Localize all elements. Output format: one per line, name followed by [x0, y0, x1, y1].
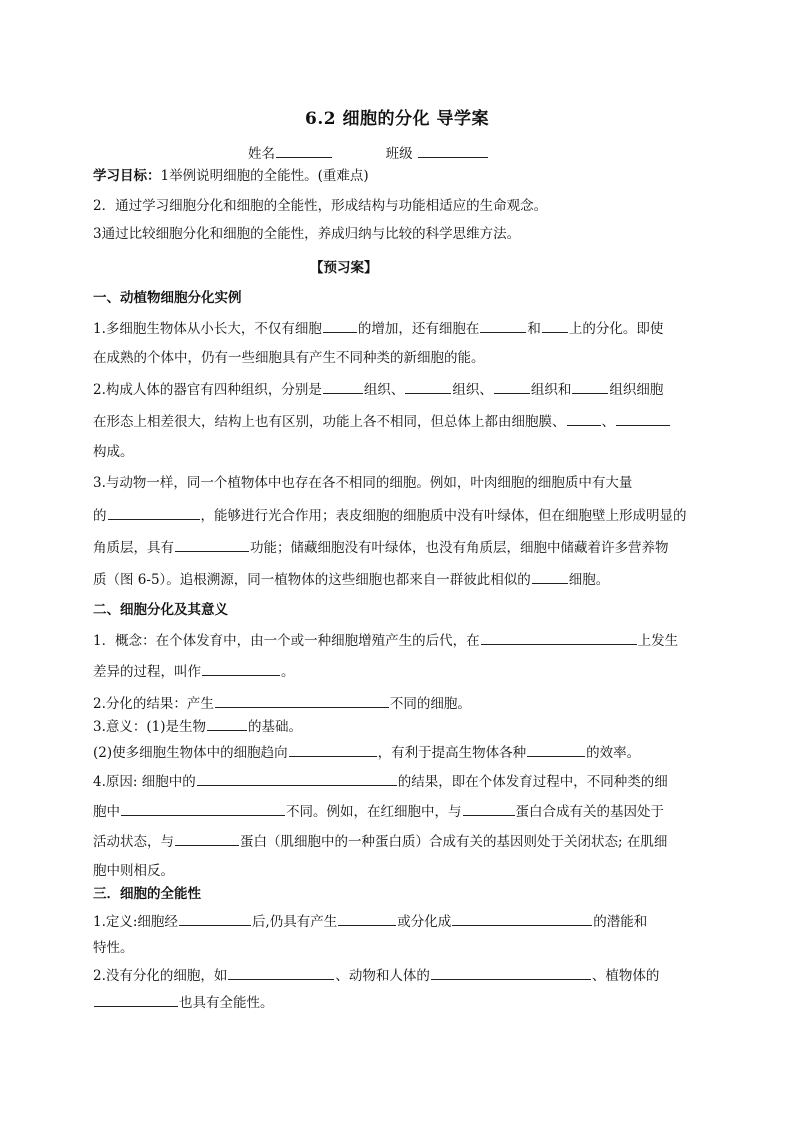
text: 蛋白合成有关的基因处于	[515, 804, 664, 820]
text: 也具有全能性。	[179, 995, 274, 1011]
text: 上的分化。即使	[568, 321, 664, 337]
text: 上发生	[637, 633, 679, 649]
text: 不同的细胞。	[389, 696, 471, 712]
objective-2: 2．通过学习细胞分化和细胞的全能性，形成结构与功能相适应的生命观念。	[93, 198, 548, 214]
text: 和	[527, 321, 541, 337]
section-3-heading: 三．细胞的全能性	[93, 886, 201, 902]
s1-p3-line2	[93, 505, 703, 526]
section-1-heading: 一、动植物细胞分化实例	[93, 290, 242, 306]
text: 功能；储藏细胞没有叶绿体，也没有角质层，细胞中储藏着许多营养物	[250, 540, 669, 556]
s3-p1-line1	[93, 911, 703, 932]
student-info-row	[248, 143, 548, 164]
blank[interactable]	[481, 630, 637, 645]
text: 的	[93, 508, 107, 524]
preview-heading: 【预习案】	[310, 260, 378, 276]
s2-p5-line4: 胞中则相反。	[93, 863, 174, 879]
text: 活动状态，与	[93, 834, 174, 850]
s2-p5-line2	[93, 801, 703, 822]
text: 1.定义:细胞经	[93, 914, 178, 930]
blank[interactable]	[94, 992, 178, 1007]
s1-p3-line4	[93, 569, 703, 590]
text: 的潜能和	[593, 914, 648, 930]
text: 角质层，具有	[93, 540, 174, 556]
text: 蛋白（肌细胞中的一种蛋白质）合成有关的基因则处于关闭状态; 在肌细	[240, 834, 668, 850]
s1-p2-line2	[93, 411, 703, 432]
blank[interactable]	[197, 771, 397, 786]
blank[interactable]	[463, 801, 515, 816]
blank[interactable]	[121, 801, 285, 816]
blank[interactable]	[228, 965, 334, 980]
s3-p2-line1	[93, 965, 703, 986]
s3-p1-line2: 特性。	[93, 940, 134, 956]
text: 差异的过程，叫作	[93, 664, 201, 680]
text: (2)使多细胞生物体中的细胞趋向	[93, 745, 288, 761]
section-2-heading: 二、细胞分化及其意义	[93, 602, 228, 618]
blank[interactable]	[215, 693, 389, 708]
name-blank[interactable]	[276, 143, 332, 158]
text: 或分化成	[397, 914, 452, 930]
s3-p2-line2	[93, 992, 703, 1013]
blank[interactable]	[494, 379, 530, 394]
blank[interactable]	[572, 379, 608, 394]
blank[interactable]	[175, 537, 249, 552]
blank[interactable]	[175, 831, 239, 846]
text: 的基础。	[248, 719, 303, 735]
text: ，能够进行光合作用；表皮细胞的细胞质中没有叶绿体，但在细胞壁上形成明显的	[200, 508, 687, 524]
text: 、	[601, 414, 615, 430]
blank[interactable]	[431, 965, 591, 980]
blank[interactable]	[289, 742, 377, 757]
text: 不同。例如，在红细胞中，与	[286, 804, 462, 820]
text: 2.没有分化的细胞，如	[93, 968, 228, 984]
s1-p2-line3: 构成。	[93, 444, 134, 460]
text: 3.意义：(1)是生物	[93, 719, 207, 735]
text: 后,仍具有产生	[251, 914, 338, 930]
blank[interactable]	[207, 716, 247, 731]
objective-line-1	[93, 166, 703, 186]
s2-p1-line1	[93, 630, 703, 651]
objectives-label: 学习目标：	[93, 168, 161, 184]
text: 组织、	[452, 382, 493, 398]
blank[interactable]	[567, 411, 601, 426]
text: ，有利于提高生物体各种	[377, 745, 527, 761]
text: 组织、	[363, 382, 405, 398]
class-label: 班级	[385, 146, 413, 162]
blank[interactable]	[405, 379, 451, 394]
text: 胞中	[93, 804, 120, 820]
objective-1: 1举例说明细胞的全能性。(重难点)	[160, 168, 369, 184]
text: 。	[281, 664, 295, 680]
s2-p5-line1	[93, 771, 703, 792]
text: 在形态上相差很大，结构上也有区别，功能上各不相同，但总体上都由细胞膜、	[93, 414, 566, 430]
text: 质（图 6-5）。追根溯源，同一植物体的这些细胞也都来自一群彼此相似的	[93, 572, 531, 588]
text: 组织和	[530, 382, 572, 398]
text: 的效率。	[586, 745, 641, 761]
blank[interactable]	[338, 911, 396, 926]
text: 的结果，即在个体发育过程中，不同种类的细	[397, 774, 668, 790]
text: 1.多细胞生物体从小长大，不仅有细胞	[93, 321, 322, 337]
blank[interactable]	[542, 318, 568, 333]
s1-p2-line1	[93, 379, 703, 400]
s1-p1-line2: 在成熟的个体中，仍有一些细胞具有产生不同种类的新细胞的能。	[93, 350, 485, 366]
blank[interactable]	[480, 318, 526, 333]
s2-p3	[93, 716, 703, 737]
text: 细胞。	[568, 572, 610, 588]
text: 2.构成人体的器官有四种组织，分别是	[93, 382, 322, 398]
objective-3: 3通过比较细胞分化和细胞的全能性，养成归纳与比较的科学思维方法。	[93, 226, 521, 242]
blank[interactable]	[452, 911, 592, 926]
text: 1．概念：在个体发育中，由一个或一种细胞增殖产生的后代，在	[93, 633, 480, 649]
s1-p3-line1: 3.与动物一样，同一个植物体中也存在各不相同的细胞。例如，叶肉细胞的细胞质中有大量	[93, 475, 633, 491]
class-blank[interactable]	[418, 143, 488, 158]
blank[interactable]	[202, 661, 280, 676]
s1-p3-line3	[93, 537, 703, 558]
text: 、动物和人体的	[335, 968, 430, 984]
blank[interactable]	[616, 411, 670, 426]
name-label: 姓名	[248, 146, 275, 162]
blank[interactable]	[323, 318, 357, 333]
text: 的增加，还有细胞在	[357, 321, 480, 337]
s2-p2	[93, 693, 703, 714]
blank[interactable]	[532, 569, 568, 584]
text: 4.原因: 细胞中的	[93, 774, 196, 790]
blank[interactable]	[108, 505, 200, 520]
blank[interactable]	[323, 379, 363, 394]
text: 2.分化的结果：产生	[93, 696, 214, 712]
s1-p1-line1	[93, 318, 703, 339]
blank[interactable]	[527, 742, 585, 757]
page-title: 6.2 细胞的分化 导学案	[305, 109, 489, 129]
s2-p5-line3	[93, 831, 703, 852]
s2-p1-line2	[93, 661, 703, 682]
s2-p4	[93, 742, 703, 763]
text: 组织细胞	[609, 382, 664, 398]
blank[interactable]	[179, 911, 251, 926]
text: 、植物体的	[591, 968, 660, 984]
